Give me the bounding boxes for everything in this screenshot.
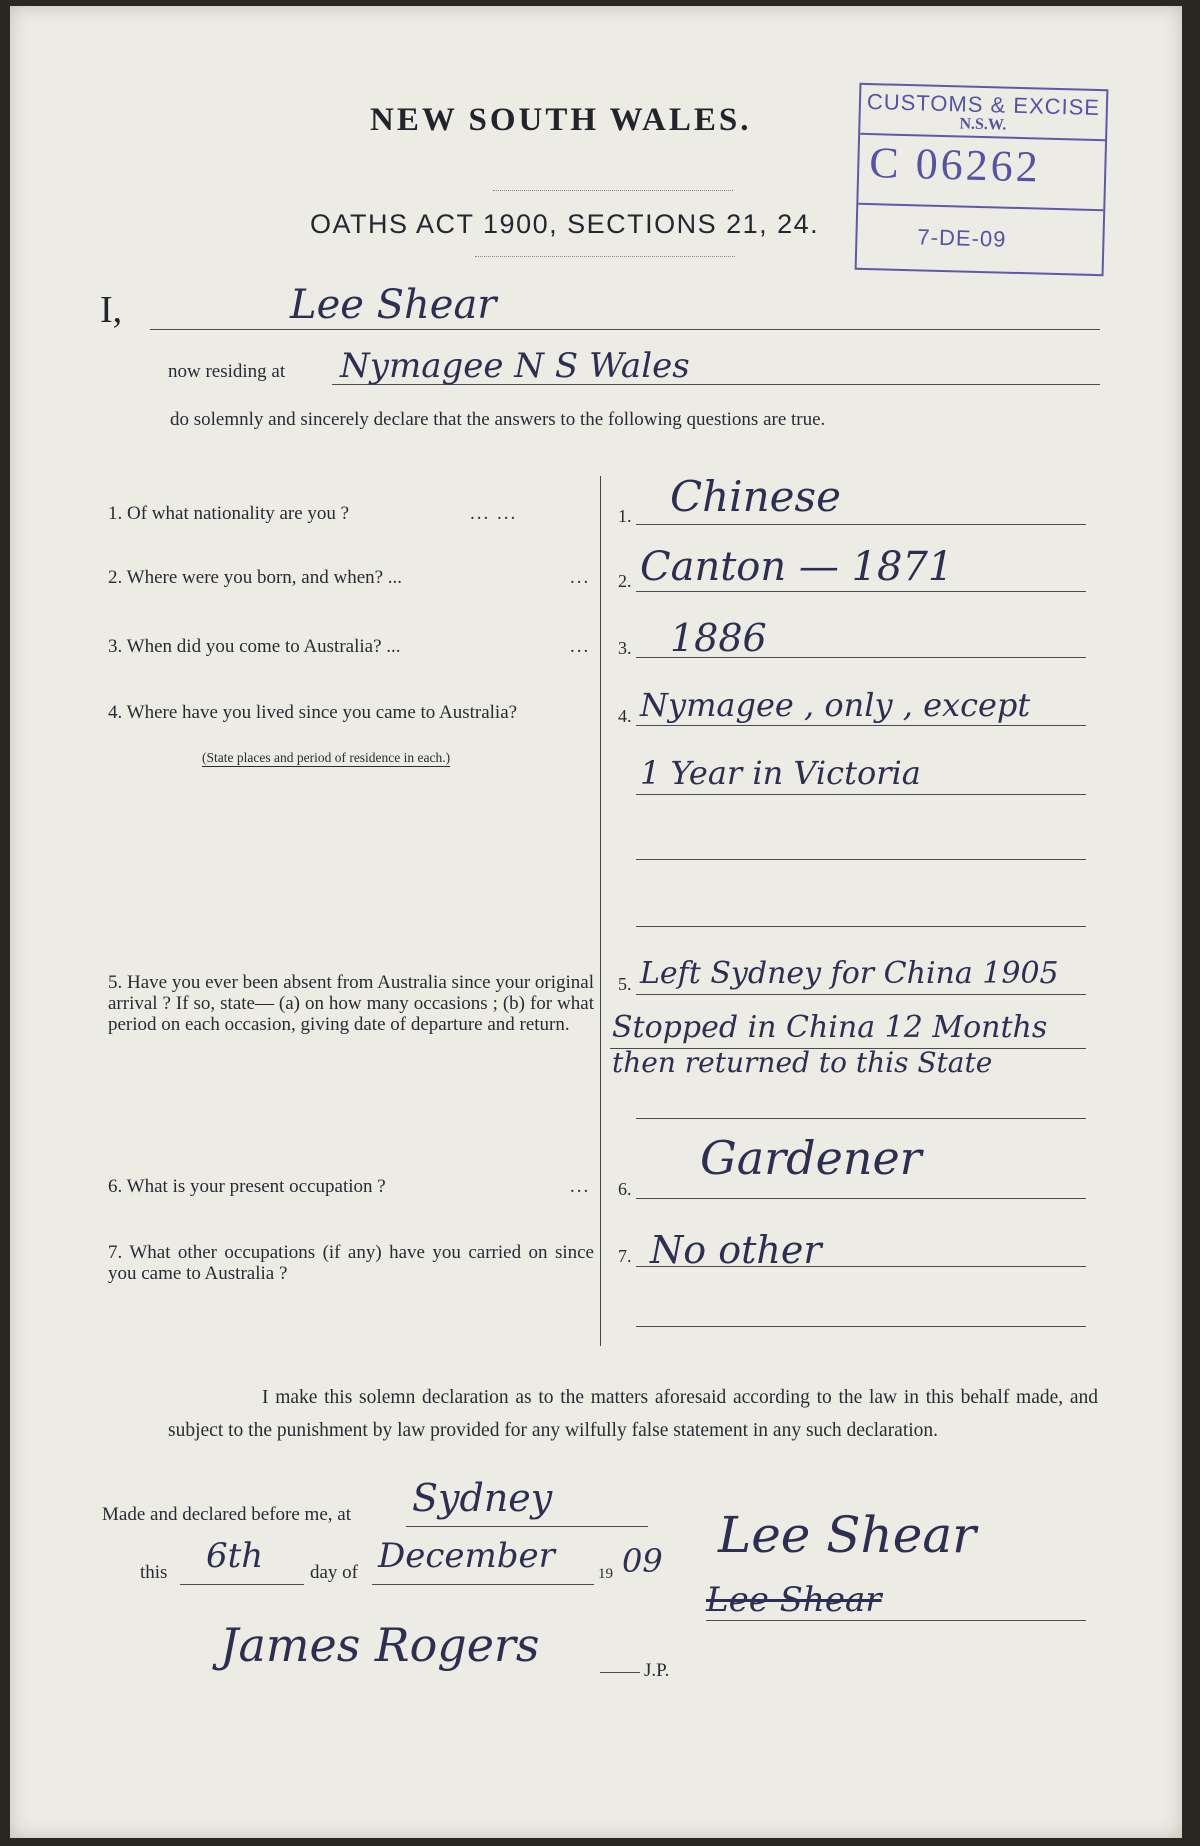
question-text: What other occupations (if any) have you carried on since you came to Australia ? — [108, 1242, 594, 1284]
question-number: 5. — [108, 972, 123, 993]
answer-number: 4. — [618, 706, 632, 726]
answer-line — [636, 794, 1086, 795]
declaration-form — [10, 6, 1182, 1838]
question-7 — [108, 1242, 594, 1284]
made-declared-label: Made and declared before me, at — [102, 1504, 351, 1525]
jp-signature: James Rogers — [220, 1618, 540, 1672]
question-6 — [108, 1176, 591, 1197]
declaration-paragraph: I make this solemn declaration as to the matters aforesaid according to the law in this behalf made, and subject to the punishment by law provided for any wilfully false statement in any such declaration. — [168, 1387, 1098, 1441]
declarant-name: Lee Shear — [290, 282, 497, 328]
answer-number: 1. — [618, 506, 632, 526]
answer-line — [636, 591, 1086, 592]
declared-day: 6th — [206, 1536, 264, 1576]
declare-statement: do solemnly and sincerely declare that the answers to the following questions are true. — [170, 409, 826, 430]
question-number: 1. — [108, 503, 123, 524]
declared-year: 09 — [622, 1542, 663, 1580]
question-4 — [108, 702, 594, 723]
year-prefix: 19 — [598, 1566, 613, 1582]
declared-place: Sydney — [412, 1476, 553, 1520]
stamp-number: C 06262 — [868, 138, 1042, 192]
question-number: 6. — [108, 1176, 123, 1197]
answer-2: Canton — 1871 — [640, 544, 954, 590]
answer-1: Chinese — [670, 472, 841, 521]
place-line — [406, 1526, 648, 1527]
question-text: Of what nationality are you ? — [127, 503, 350, 524]
day-of-label: day of — [310, 1562, 359, 1583]
customs-stamp — [855, 83, 1109, 276]
stamp-date: 7-DE-09 — [917, 224, 1007, 252]
answer-line — [636, 994, 1086, 995]
answer-number: 5. — [618, 974, 632, 994]
leader-dots: ... — [570, 567, 591, 588]
leader-dots: ... — [570, 1176, 591, 1197]
question-number: 3. — [108, 636, 123, 657]
answer-4-line2: 1 Year in Victoria — [640, 754, 921, 792]
stamp-line2: N.S.W. — [959, 115, 1007, 134]
subtitle-divider — [475, 256, 735, 257]
question-text: Have you ever been absent from Australia since your original arrival ? If so, state— (a) on how many occasions ; (b) for what period on each occasion, giving date of departure and return. — [108, 972, 595, 1035]
declared-month: December — [378, 1536, 555, 1576]
question-5 — [108, 972, 594, 1035]
answer-6: Gardener — [700, 1131, 922, 1185]
answer-line — [636, 1326, 1086, 1327]
form-title: NEW SOUTH WALES. — [370, 102, 752, 138]
question-text: Where were you born, and when? ... — [126, 567, 403, 588]
answer-number: 6. — [618, 1179, 632, 1199]
struck-signature: Lee Shear — [706, 1580, 882, 1620]
question-text: What is your present occupation ? — [126, 1176, 386, 1197]
residing-label: now residing at — [168, 361, 286, 382]
question-number: 4. — [108, 702, 123, 723]
question-number: 2. — [108, 567, 123, 588]
jp-label: J.P. — [644, 1660, 670, 1681]
stamp-line1: CUSTOMS & EXCISE — [866, 88, 1101, 121]
answer-5-line3: then returned to this State — [612, 1046, 993, 1079]
form-subtitle: OATHS ACT 1900, SECTIONS 21, 24. — [310, 209, 820, 239]
answer-line — [636, 1118, 1086, 1119]
answer-line — [636, 524, 1086, 525]
answer-5-line2: Stopped in China 12 Months — [612, 1010, 1048, 1045]
question-number: 7. — [108, 1242, 123, 1263]
answer-line — [636, 926, 1086, 927]
name-line — [150, 329, 1100, 330]
question-note: (State places and period of residence in each.) — [202, 750, 451, 765]
answer-4-line1: Nymagee , only , except — [640, 686, 1031, 724]
answer-number: 3. — [618, 638, 632, 658]
leader-dots: ... ... — [470, 503, 518, 524]
title-divider — [493, 190, 733, 191]
question-text: When did you come to Australia? ... — [126, 636, 401, 657]
column-divider — [600, 476, 601, 1346]
leader-dots: ... — [570, 636, 591, 657]
answer-line — [636, 725, 1086, 726]
question-3 — [108, 636, 591, 657]
answer-line — [636, 1198, 1086, 1199]
declarant-signature: Lee Shear — [718, 1506, 977, 1564]
question-2 — [108, 567, 591, 588]
answer-3: 1886 — [670, 616, 767, 660]
residence-value: Nymagee N S Wales — [340, 346, 690, 386]
this-label: this — [140, 1562, 168, 1583]
month-line — [372, 1584, 594, 1585]
answer-line — [636, 859, 1086, 860]
answer-7: No other — [650, 1228, 822, 1272]
question-text: Where have you lived since you came to Australia? — [126, 702, 518, 723]
answer-5-line1: Left Sydney for China 1905 — [640, 956, 1059, 991]
stamp-separator — [858, 203, 1103, 211]
answer-number: 2. — [618, 571, 632, 591]
answer-number: 7. — [618, 1246, 632, 1266]
day-line — [180, 1584, 304, 1585]
signature-line — [706, 1620, 1086, 1621]
jp-line — [600, 1672, 640, 1673]
declarant-prefix: I, — [100, 289, 123, 331]
